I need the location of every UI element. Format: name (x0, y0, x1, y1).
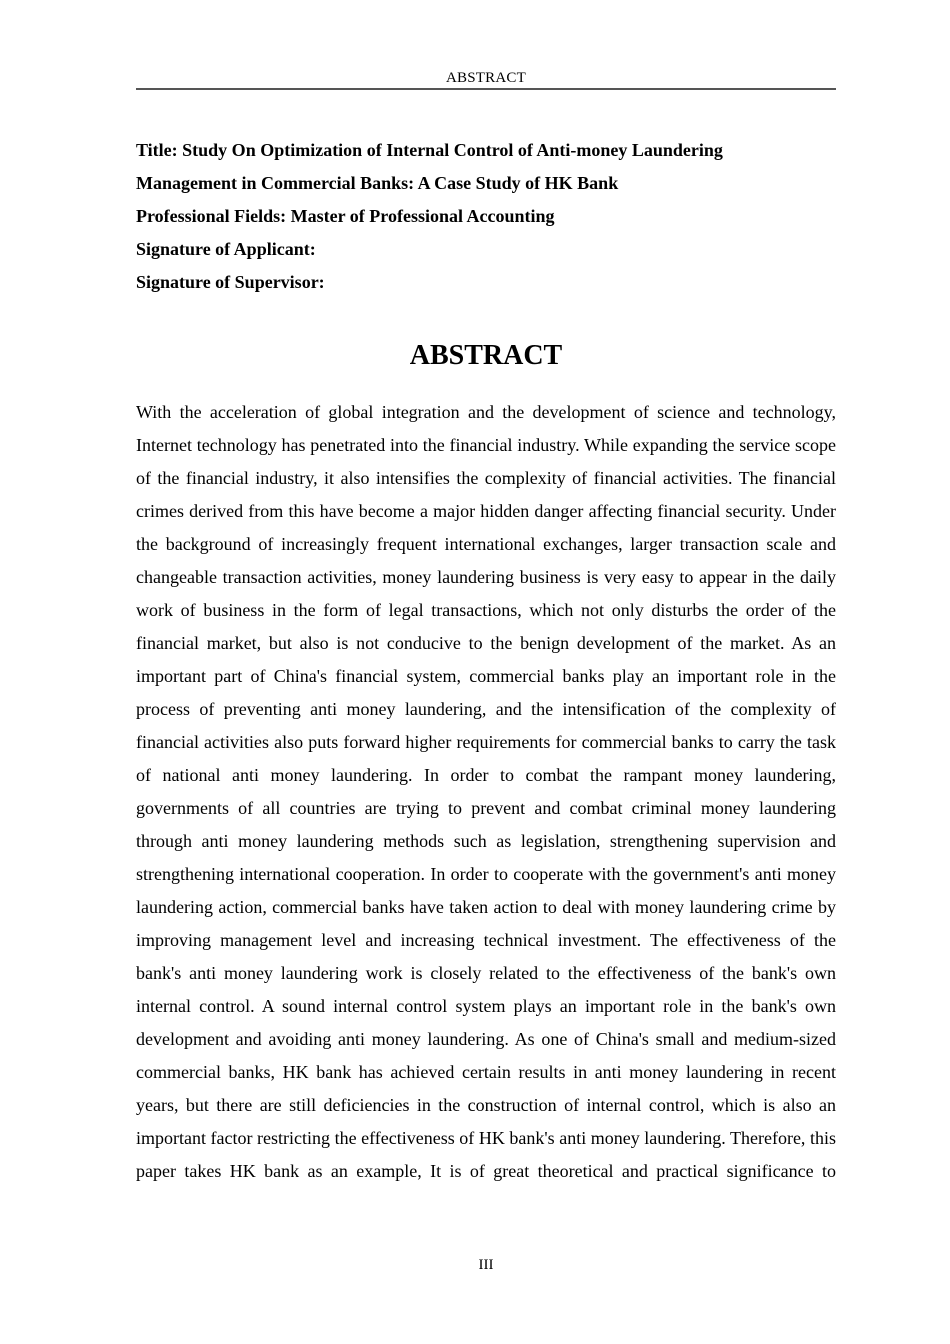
abstract-body: With the acceleration of global integration and the development of science and technology, Internet technology has penetrated into the financial industry. While expanding the service scope of the financial industry, it also intensifies the complexity of financial activities. The financial crimes derived from this have become a major hidden danger affecting financial security. Under the background of increasingly frequent international exchanges, larger transaction scale and changeable transaction activities, money laundering business is very easy to appear in the daily work of business in the form of legal transactions, which not only disturbs the order of the financial market, but also is not conducive to the benign development of the market. As an important part of China's financial system, commercial banks play an important role in the process of preventing anti money laundering, and the intensification of the complexity of financial activities also puts forward higher requirements for commercial banks to carry the task of national anti money laundering. In order to combat the rampant money laundering, governments of all countries are trying to prevent and combat criminal money laundering through anti money laundering methods such as legislation, strengthening supervision and strengthening international cooperation. In order to cooperate with the government's anti money laundering action, commercial banks have taken action to deal with money laundering crime by improving management level and increasing technical investment. The effectiveness of the bank's anti money laundering work is closely related to the effectiveness of the bank's own internal control. A sound internal control system plays an important role in the bank's own development and avoiding anti money laundering. As one of China's small and medium-sized commercial banks, HK bank has achieved certain results in anti money laundering in recent years, but there are still deficiencies in the construction of internal control, which is also an important factor restricting the effectiveness of HK bank's anti money laundering. Therefore, this paper takes HK bank as an example, It is of great theoretical and practical significance to (136, 402, 836, 1181)
thesis-title-line-1: Title: Study On Optimization of Internal Control of Anti-money Laundering (136, 140, 723, 160)
professional-fields: Professional Fields: Master of Professional Accounting (136, 206, 555, 226)
thesis-meta-block (136, 134, 836, 299)
page-number: III (478, 1257, 494, 1273)
header-rule (136, 88, 836, 90)
running-header: ABSTRACT (446, 70, 526, 86)
thesis-title-line-2: Management in Commercial Banks: A Case Study of HK Bank (136, 173, 619, 193)
abstract-heading: ABSTRACT (409, 340, 563, 371)
signature-supervisor: Signature of Supervisor: (136, 272, 325, 292)
signature-applicant: Signature of Applicant: (136, 239, 316, 259)
